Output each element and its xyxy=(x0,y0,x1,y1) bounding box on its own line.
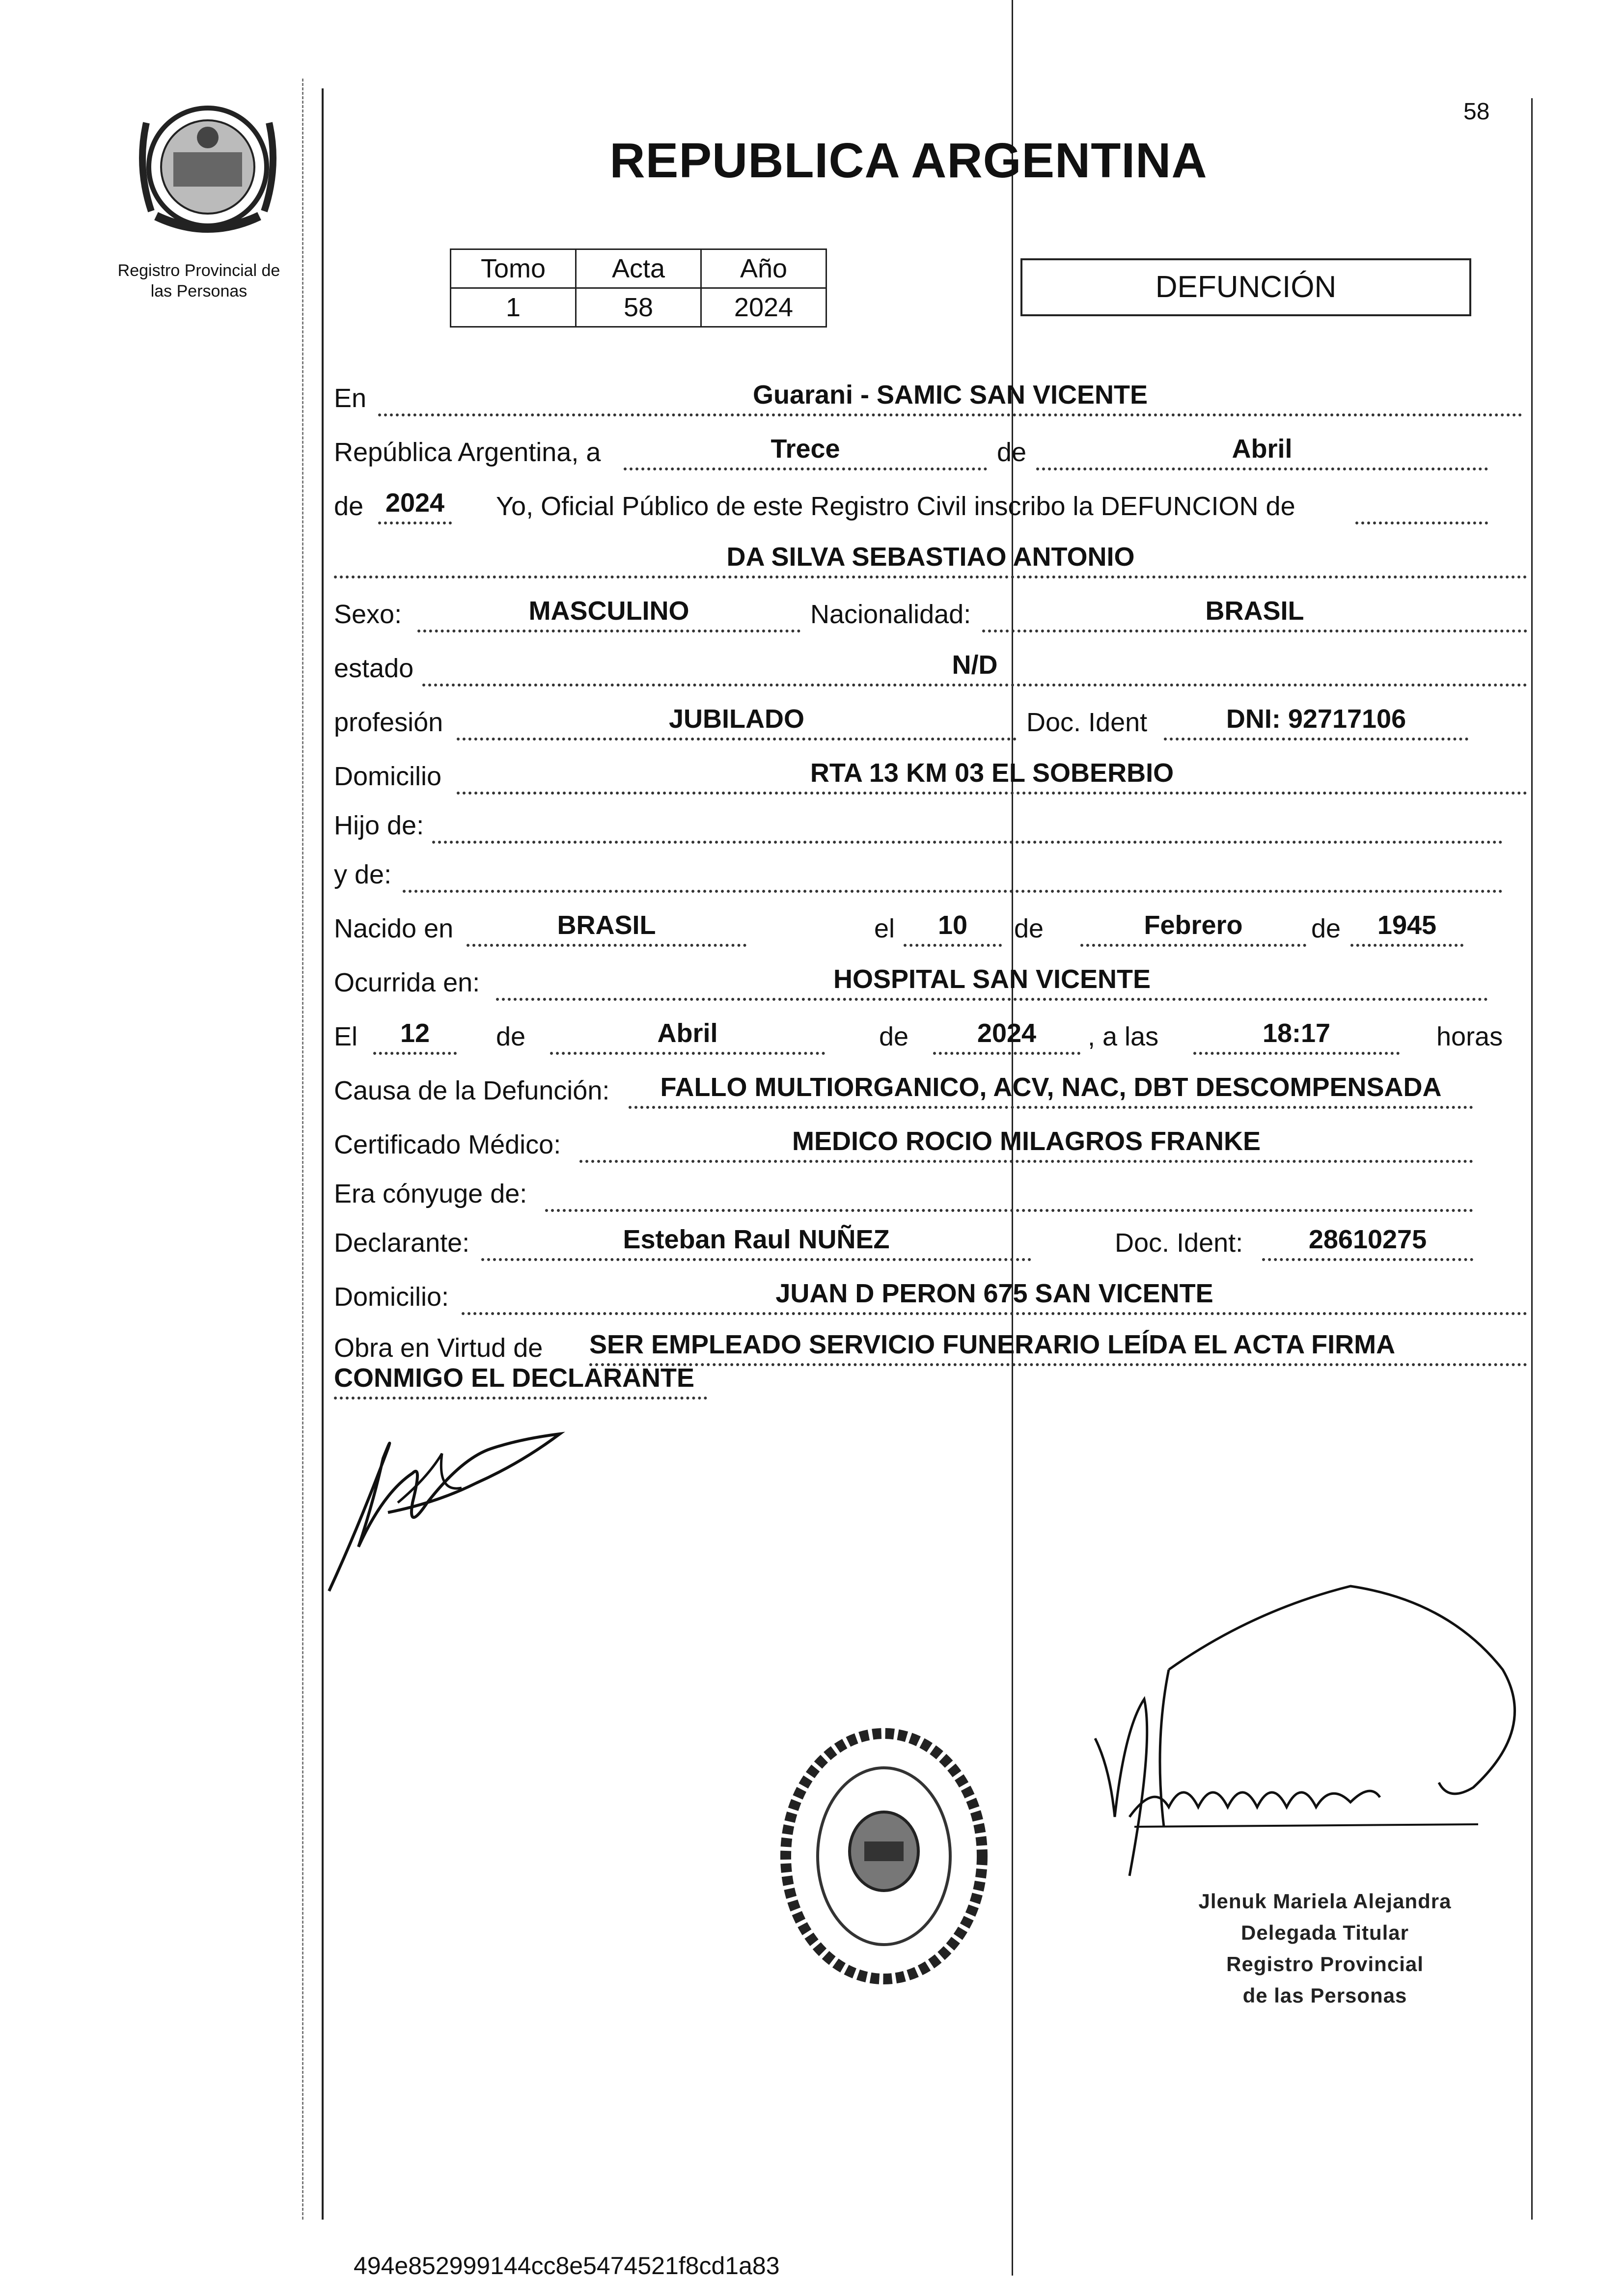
field-nacionalidad: BRASIL xyxy=(982,595,1527,632)
field-day: Trece xyxy=(624,433,987,470)
page-number: 58 xyxy=(1463,99,1490,125)
field-month: Abril xyxy=(1036,433,1488,470)
field-nacido-en: BRASIL xyxy=(467,909,746,947)
record-value-row xyxy=(451,288,826,327)
document-hash: 494e852999144cc8e5474521f8cd1a83 xyxy=(354,2252,780,2280)
record-header-tomo: Tomo xyxy=(451,249,576,288)
official-seal xyxy=(766,1694,1002,1999)
field-place: Guarani - SAMIC SAN VICENTE xyxy=(378,379,1522,416)
registry-line-2: las Personas xyxy=(150,282,248,301)
field-death-year: 2024 xyxy=(933,1017,1080,1055)
label-estado: estado xyxy=(334,654,414,683)
label-en: En xyxy=(334,384,367,413)
field-profesion: JUBILADO xyxy=(457,703,1017,741)
row-yde xyxy=(334,852,1527,892)
label-nacido: Nacido en xyxy=(334,914,454,943)
registry-caption xyxy=(83,260,314,302)
record-header-row xyxy=(451,249,826,288)
label-de-death-year: de xyxy=(879,1022,909,1051)
field-obra-line-2: CONMIGO EL DECLARANTE xyxy=(334,1362,707,1400)
field-sexo: MASCULINO xyxy=(417,595,800,632)
label-de: de xyxy=(997,438,1027,467)
field-hijo xyxy=(432,806,1503,844)
label-profesion: profesión xyxy=(334,708,443,737)
row-en xyxy=(334,376,1527,415)
label-yde: y de: xyxy=(334,860,392,889)
row-officer xyxy=(334,484,1527,523)
label-hijo: Hijo de: xyxy=(334,811,424,840)
field-death-day: 12 xyxy=(373,1017,457,1055)
field-declarante: Esteban Raul NUÑEZ xyxy=(481,1224,1031,1261)
label-a-las: , a las xyxy=(1088,1022,1159,1051)
label-domicilio-2: Domicilio: xyxy=(334,1282,449,1312)
official-stamp xyxy=(1168,1886,1482,2011)
label-certificado: Certificado Médico: xyxy=(334,1130,561,1159)
field-officer-blank xyxy=(1355,487,1488,524)
label-officer-text: Yo, Oficial Público de este Registro Civil inscribo la DEFUNCION de xyxy=(496,492,1295,521)
record-table xyxy=(450,248,827,328)
label-obra: Obra en Virtud de xyxy=(334,1333,543,1363)
right-margin-line xyxy=(1531,98,1533,2220)
declarant-signature xyxy=(314,1404,579,1601)
row-fecha xyxy=(334,430,1527,469)
registry-line-1: Registro Provincial de xyxy=(117,261,280,280)
field-death-time: 18:17 xyxy=(1193,1017,1400,1055)
document-type-box: DEFUNCIÓN xyxy=(1020,258,1471,316)
label-doc-ident: Doc. Ident xyxy=(1026,708,1148,737)
province-emblem xyxy=(127,93,289,241)
field-birth-year: 1945 xyxy=(1350,909,1463,947)
label-sexo: Sexo: xyxy=(334,600,402,629)
label-ocurrida: Ocurrida en: xyxy=(334,968,480,997)
field-yde xyxy=(403,855,1503,893)
record-value-tomo: 1 xyxy=(451,288,576,327)
record-header-ano: Año xyxy=(701,249,826,288)
row-sexo xyxy=(334,592,1527,632)
field-obra-line-1: SER EMPLEADO SERVICIO FUNERARIO LEÍDA EL ACTA FIRMA xyxy=(589,1329,1527,1366)
field-conyuge xyxy=(545,1175,1473,1212)
row-deceased xyxy=(334,538,1527,577)
label-declarante: Declarante: xyxy=(334,1228,470,1258)
stamp-line-3: Registro Provincial xyxy=(1226,1952,1424,1976)
label-el: el xyxy=(874,914,895,943)
official-signature xyxy=(1007,1571,1527,1915)
field-birth-month: Febrero xyxy=(1080,909,1306,947)
record-header-acta: Acta xyxy=(576,249,701,288)
field-domicilio-2: JUAN D PERON 675 SAN VICENTE xyxy=(462,1278,1527,1315)
stamp-line-1: Jlenuk Mariela Alejandra xyxy=(1198,1890,1452,1913)
document-title: REPUBLICA ARGENTINA xyxy=(609,133,1208,188)
label-horas: horas xyxy=(1436,1022,1503,1051)
label-republica: República Argentina, a xyxy=(334,438,601,467)
row-causa xyxy=(334,1069,1527,1108)
stamp-line-2: Delegada Titular xyxy=(1241,1921,1409,1944)
label-causa: Causa de la Defunción: xyxy=(334,1076,610,1105)
label-nacionalidad: Nacionalidad: xyxy=(810,600,971,629)
label-conyuge: Era cónyuge de: xyxy=(334,1179,527,1209)
field-deceased-name: DA SILVA SEBASTIAO ANTONIO xyxy=(334,541,1527,578)
left-margin-line xyxy=(322,88,324,2220)
field-birth-day: 10 xyxy=(904,909,1002,947)
row-domicilio xyxy=(334,754,1527,794)
field-causa: FALLO MULTIORGANICO, ACV, NAC, DBT DESCOMPENSADA xyxy=(629,1071,1473,1109)
row-nacido xyxy=(334,907,1527,946)
field-ocurrida-en: HOSPITAL SAN VICENTE xyxy=(496,963,1488,1001)
row-conyuge xyxy=(334,1172,1527,1211)
row-hijo xyxy=(334,803,1527,843)
field-certificado: MEDICO ROCIO MILAGROS FRANKE xyxy=(579,1126,1473,1163)
field-death-month: Abril xyxy=(550,1017,825,1055)
stamp-line-4: de las Personas xyxy=(1242,1984,1407,2007)
field-year: 2024 xyxy=(378,487,452,524)
label-de-birth-year: de xyxy=(1311,914,1341,943)
field-domicilio: RTA 13 KM 03 EL SOBERBIO xyxy=(457,757,1527,795)
field-doc-ident: DNI: 92717106 xyxy=(1164,703,1468,741)
row-domicilio-2 xyxy=(334,1275,1527,1314)
field-estado: N/D xyxy=(422,649,1527,687)
row-estado xyxy=(334,646,1527,686)
field-doc-ident-2: 28610275 xyxy=(1262,1224,1473,1261)
row-obra xyxy=(334,1326,1527,1400)
label-de-year: de xyxy=(334,492,364,521)
row-ocurrida xyxy=(334,961,1527,1000)
label-domicilio: Domicilio xyxy=(334,762,442,791)
label-el-cap: El xyxy=(334,1022,358,1051)
label-de-birth: de xyxy=(1014,914,1044,943)
record-value-acta: 58 xyxy=(576,288,701,327)
row-certificado xyxy=(334,1123,1527,1162)
left-margin-dashes xyxy=(302,79,303,2220)
record-value-ano: 2024 xyxy=(701,288,826,327)
row-declarante xyxy=(334,1221,1527,1260)
row-profesion xyxy=(334,700,1527,740)
row-death-date xyxy=(334,1015,1527,1054)
label-de-death: de xyxy=(496,1022,526,1051)
label-doc-ident-2: Doc. Ident: xyxy=(1115,1228,1243,1258)
